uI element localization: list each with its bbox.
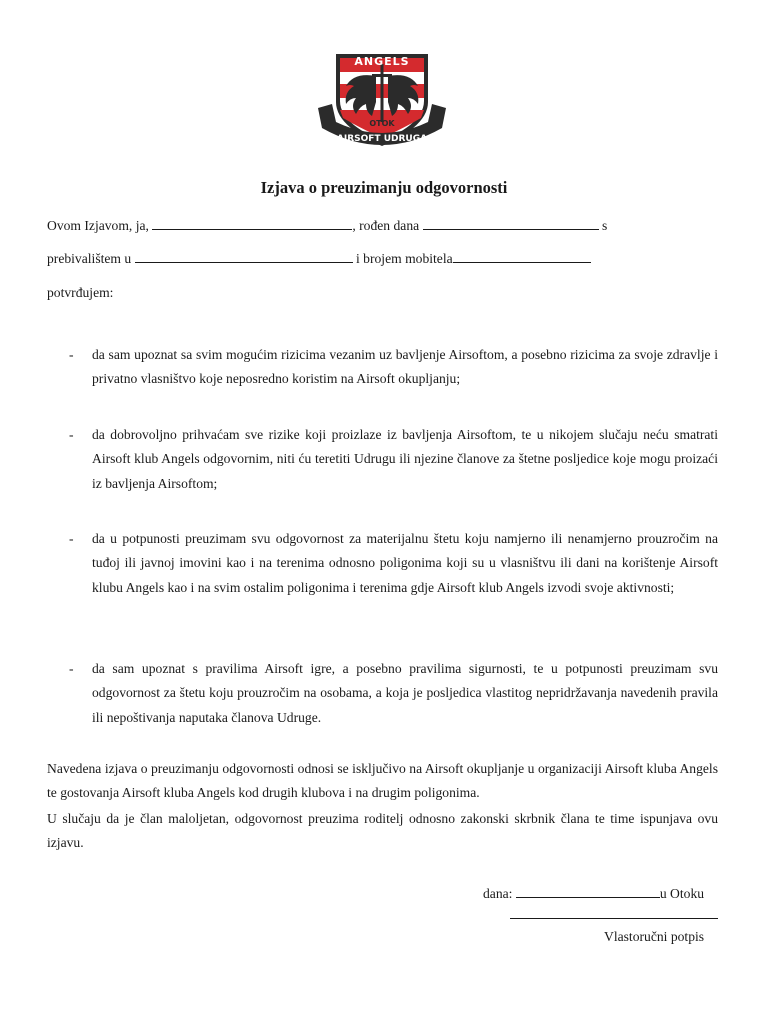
- bullet-item-2: [47, 423, 718, 496]
- place-label: u Otoku: [659, 886, 705, 901]
- date-label: dana:: [483, 886, 513, 901]
- intro-line-2: [47, 250, 591, 267]
- logo-ribbon-text: AIRSOFT UDRUGA: [336, 134, 428, 144]
- intro-label-mobile: i brojem mobitela: [356, 251, 453, 266]
- bullet-dash: -: [69, 347, 74, 362]
- bullet-item-3: [47, 527, 718, 600]
- logo-center-text: OTOK: [369, 119, 395, 128]
- bullet-dash: -: [69, 661, 74, 676]
- closing-paragraph-1: Navedena izjava o preuzimanju odgovornosti odnosi se isključivo na Airsoft okupljanje u organizaciji Airsoft kluba Angels te gostovanja Airsoft kluba Angels kod drugih klubova i na drugim poligonima.: [47, 761, 718, 801]
- signature-label: Vlastoručni potpis: [604, 929, 705, 944]
- document-title: Izjava o preuzimanju odgovornosti: [260, 178, 508, 197]
- intro-label-name: Ovom Izjavom, ja,: [47, 218, 149, 233]
- bullet-text: da sam upoznat sa svim mogućim rizicima vezanim uz bavljenje Airsoftom, a posebno rizicima za svoje zdravlje i privatno vlasništvo koje neposredno koristim na Airsoft okupljanju;: [92, 347, 718, 387]
- closing-paragraph-2: U slučaju da je član maloljetan, odgovornost preuzima roditelj odnosno zakonski skrbnik člana te time ispunjava ovu izjavu.: [47, 811, 718, 851]
- signature-line: [510, 918, 718, 919]
- intro-confirm: potvrđujem:: [47, 285, 114, 300]
- logo-top-text: ANGELS: [354, 55, 410, 68]
- bullet-dash: -: [69, 531, 74, 546]
- bullet-item-1: [47, 343, 718, 392]
- birthdate-blank: [423, 217, 599, 230]
- mobile-blank: [453, 250, 591, 263]
- intro-label-birth: , rođen dana: [352, 218, 420, 233]
- bullet-item-4: [47, 657, 718, 730]
- intro-line-1: [47, 217, 607, 234]
- intro-label-residence: prebivalištem u: [47, 251, 132, 266]
- bullet-text: da sam upoznat s pravilima Airsoft igre, a posebno pravilima sigurnosti, te u potpunosti preuzimam svu odgovornost za štetu koju prouzročim na osobama, a koja je posljedica vlastitog nepridržavanja navedenih pravila ili nepoštivanja naputaka članova Udruge.: [92, 661, 718, 725]
- date-blank: [516, 885, 660, 898]
- date-place-line: [483, 885, 704, 902]
- bullet-text: da dobrovoljno prihvaćam sve rizike koji proizlaze iz bavljenja Airsoftom, te u nikojem slučaju neću smatrati Airsoft klub Angels odgovornim, niti ću teretiti Udrugu ili njezine članove za štetne posljedice koje mogu proizaći iz bavljenja Airsoftom;: [92, 427, 718, 491]
- name-blank: [152, 217, 352, 230]
- residence-blank: [135, 250, 353, 263]
- angels-airsoft-logo: [314, 46, 450, 154]
- bullet-dash: -: [69, 427, 74, 442]
- intro-label-s: s: [601, 218, 608, 233]
- bullet-text: da u potpunosti preuzimam svu odgovornost za materijalnu štetu koju namjerno ili nenamjerno prouzročim na tuđoj ili javnoj imovini kao i na terenima odnosno poligonima koji su u vlasništvu ili dani na korištenje Airsoft klubu Angels kao i na svim ostalim poligonima i terenima gdje Airsoft klub Angels izvodi svoje aktivnosti;: [92, 531, 718, 595]
